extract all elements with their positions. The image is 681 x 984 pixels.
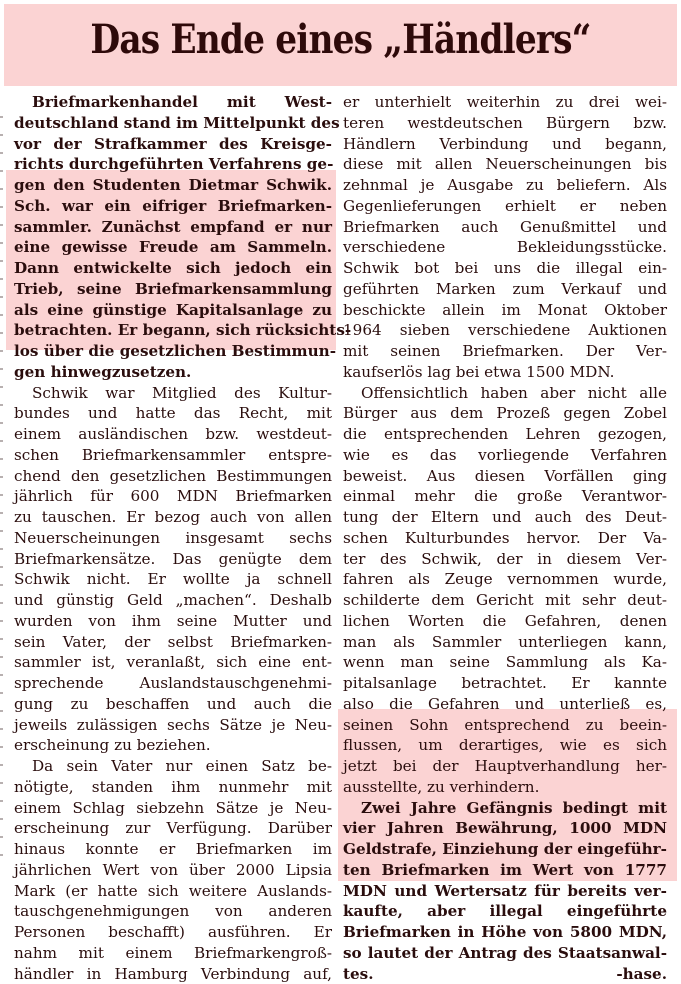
article-line: gung zu beschaffen und auch die bbox=[14, 694, 332, 715]
article-column-right bbox=[343, 92, 667, 984]
article-line: also die Gefahren und unterließ es, bbox=[343, 694, 667, 715]
article-line: wenn man seine Sammlung als Ka- bbox=[343, 652, 667, 673]
article-line: ten Briefmarken im Wert von 1777 bbox=[343, 860, 667, 881]
article-line: 1964 sieben verschiedene Auktionen bbox=[343, 320, 667, 341]
author-signature: -hase. bbox=[616, 964, 667, 984]
article-line: hinaus konnte er Briefmarken im bbox=[14, 839, 332, 860]
article-line: sammler ist, veranlaßt, sich eine ent- bbox=[14, 652, 332, 673]
article-line: er unterhielt weiterhin zu drei wei- bbox=[343, 92, 667, 113]
article-line: Schwik war Mitglied des Kultur- bbox=[14, 383, 332, 404]
article-line: Zwei Jahre Gefängnis bedingt mit bbox=[343, 798, 667, 819]
article-line: lichen Worten die Gefahren, denen bbox=[343, 611, 667, 632]
article-final-line bbox=[343, 964, 667, 984]
article-line: man als Sammler unterliegen kann, bbox=[343, 632, 667, 653]
article-line: tauschgenehmigungen von anderen bbox=[14, 901, 332, 922]
article-line: kaufserlös lag bei etwa 1500 MDN. bbox=[343, 362, 667, 383]
article-line: gen den Studenten Dietmar Schwik. bbox=[14, 175, 332, 196]
article-line: jährlich für 600 MDN Briefmarken bbox=[14, 486, 332, 507]
article-line: zu tauschen. Er bezog auch von allen bbox=[14, 507, 332, 528]
article-line: Briefmarken auch Genußmittel und bbox=[343, 217, 667, 238]
article-line: Briefmarken in Höhe von 5800 MDN, bbox=[343, 922, 667, 943]
article-line: deutschland stand im Mittelpunkt des bbox=[14, 113, 332, 134]
article-line: jeweils zulässigen sechs Sätze je Neu- bbox=[14, 715, 332, 736]
perforated-edge bbox=[0, 100, 3, 860]
article-line: Trieb, seine Briefmarkensammlung bbox=[14, 279, 332, 300]
article-line: MDN und Wertersatz für bereits ver- bbox=[343, 881, 667, 902]
article-line: erscheinung zu beziehen. bbox=[14, 735, 332, 756]
article-line: die entsprechenden Lehren gezogen, bbox=[343, 424, 667, 445]
article-line: einmal mehr die große Verantwor- bbox=[343, 486, 667, 507]
article-line: wie es das vorliegende Verfahren bbox=[343, 445, 667, 466]
article-line: nahm mit einem Briefmarkengroß- bbox=[14, 943, 332, 964]
article-line: Da sein Vater nur einen Satz be- bbox=[14, 756, 332, 777]
article-line: jährlichen Wert von über 2000 Lipsia bbox=[14, 860, 332, 881]
article-line: los über die gesetzlichen Bestimmun- bbox=[14, 341, 332, 362]
article-line: Dann entwickelte sich jedoch ein bbox=[14, 258, 332, 279]
article-line: pitalsanlage betrachtet. Er kannte bbox=[343, 673, 667, 694]
article-line: Neuerscheinungen insgesamt sechs bbox=[14, 528, 332, 549]
article-line: chend den gesetzlichen Bestimmungen bbox=[14, 466, 332, 487]
article-column-left bbox=[14, 92, 332, 984]
article-line: einem ausländischen bzw. westdeut- bbox=[14, 424, 332, 445]
article-line: Schwik bot bei uns die illegal ein- bbox=[343, 258, 667, 279]
article-line: beweist. Aus diesen Vorfällen ging bbox=[343, 466, 667, 487]
article-line: richts durchgeführten Verfahrens ge- bbox=[14, 154, 332, 175]
article-line: sammler. Zunächst empfand er nur bbox=[14, 217, 332, 238]
article-line: verschiedene Bekleidungsstücke. bbox=[343, 237, 667, 258]
article-line: ausstellte, zu verhindern. bbox=[343, 777, 667, 798]
article-line: jetzt bei der Hauptverhandlung her- bbox=[343, 756, 667, 777]
article-line: Mark (er hatte sich weitere Auslands- bbox=[14, 881, 332, 902]
article-line-end: tes. bbox=[343, 965, 374, 983]
article-line: schen Briefmarkensammler entspre- bbox=[14, 445, 332, 466]
article-line: schen Kulturbundes hervor. Der Va- bbox=[343, 528, 667, 549]
article-line: sprechende Auslandstauschgenehmi- bbox=[14, 673, 332, 694]
article-line: beschickte allein im Monat Oktober bbox=[343, 300, 667, 321]
article-line: Händlern Verbindung und begann, bbox=[343, 134, 667, 155]
article-line: Geldstrafe, Einziehung der eingeführ- bbox=[343, 839, 667, 860]
article-line: bundes und hatte das Recht, mit bbox=[14, 403, 332, 424]
article-line: händler in Hamburg Verbindung auf, bbox=[14, 964, 332, 984]
article-line: sein Vater, der selbst Briefmarken- bbox=[14, 632, 332, 653]
article-line: Briefmarkenhandel mit West- bbox=[14, 92, 332, 113]
article-line: ter des Schwik, der in diesem Ver- bbox=[343, 549, 667, 570]
article-line: zehnmal je Ausgabe zu beliefern. Als bbox=[343, 175, 667, 196]
article-line: vier Jahren Bewährung, 1000 MDN bbox=[343, 818, 667, 839]
article-line: teren westdeutschen Bürgern bzw. bbox=[343, 113, 667, 134]
article-line: diese mit allen Neuerscheinungen bis bbox=[343, 154, 667, 175]
article-line: so lautet der Antrag des Staatsanwal- bbox=[343, 943, 667, 964]
article-line: Offensichtlich haben aber nicht alle bbox=[343, 383, 667, 404]
article-line: wurden von ihm seine Mutter und bbox=[14, 611, 332, 632]
article-line: schilderte dem Gericht mit sehr deut- bbox=[343, 590, 667, 611]
article-line: vor der Strafkammer des Kreisge- bbox=[14, 134, 332, 155]
article-line: Schwik nicht. Er wollte ja schnell bbox=[14, 569, 332, 590]
article-line: geführten Marken zum Verkauf und bbox=[343, 279, 667, 300]
article-line: nötigte, standen ihm nunmehr mit bbox=[14, 777, 332, 798]
article-line: eine gewisse Freude am Sammeln. bbox=[14, 237, 332, 258]
article-line: mit seinen Briefmarken. Der Ver- bbox=[343, 341, 667, 362]
article-line: fahren als Zeuge vernommen wurde, bbox=[343, 569, 667, 590]
article-line: und günstig Geld „machen“. Deshalb bbox=[14, 590, 332, 611]
article-line: Personen beschafft) ausführen. Er bbox=[14, 922, 332, 943]
article-line: gen hinwegzusetzen. bbox=[14, 362, 332, 383]
article-line: einem Schlag siebzehn Sätze je Neu- bbox=[14, 798, 332, 819]
article-line: Gegenlieferungen erhielt er neben bbox=[343, 196, 667, 217]
article-line: kaufte, aber illegal eingeführte bbox=[343, 901, 667, 922]
headline: Das Ende eines „Händlers“ bbox=[48, 16, 634, 63]
article-line: tung der Eltern und auch des Deut- bbox=[343, 507, 667, 528]
article-line: erscheinung zur Verfügung. Darüber bbox=[14, 818, 332, 839]
article-line: Briefmarkensätze. Das genügte dem bbox=[14, 549, 332, 570]
article-line: Bürger aus dem Prozeß gegen Zobel bbox=[343, 403, 667, 424]
article-line: seinen Sohn entsprechend zu beein- bbox=[343, 715, 667, 736]
article-line: betrachten. Er begann, sich rücksichts- bbox=[14, 320, 332, 341]
article-line: flussen, um derartiges, wie es sich bbox=[343, 735, 667, 756]
article-line: Sch. war ein eifriger Briefmarken- bbox=[14, 196, 332, 217]
article-line: als eine günstige Kapitalsanlage zu bbox=[14, 300, 332, 321]
